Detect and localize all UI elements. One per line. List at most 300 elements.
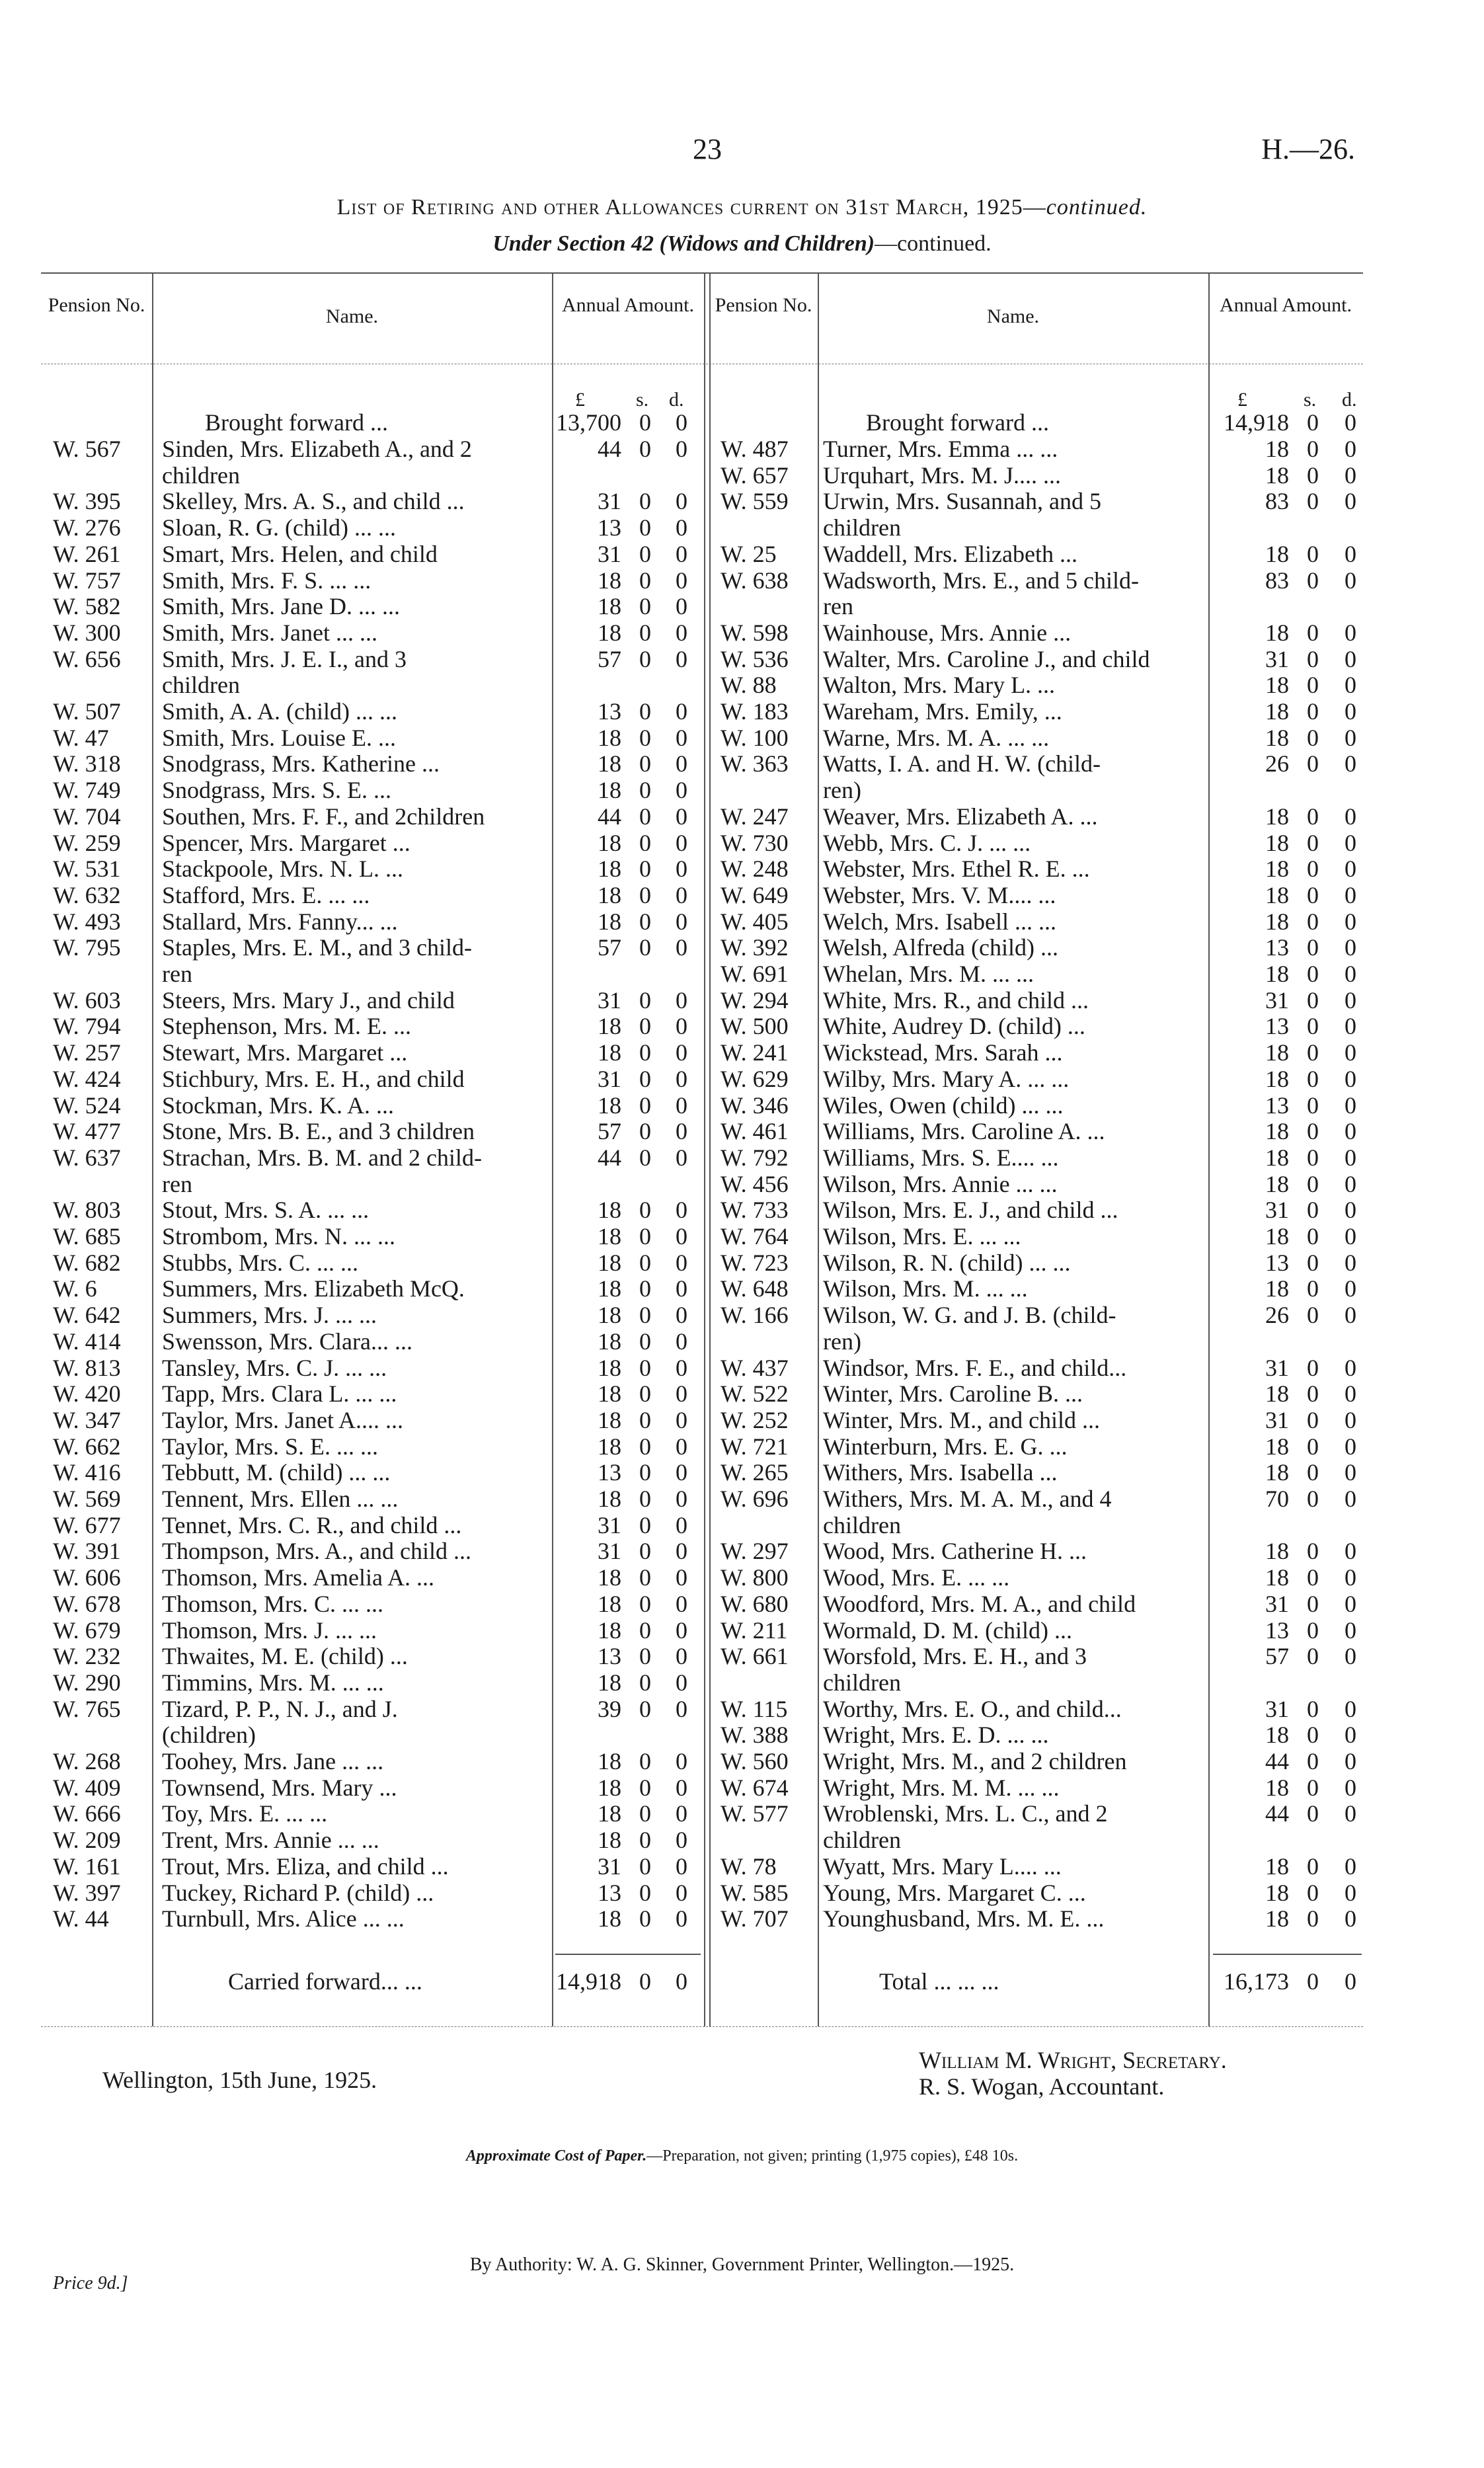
amount-pounds: 18 — [1265, 881, 1289, 908]
pensioner-name: ren — [162, 961, 192, 987]
table-row — [0, 1197, 1484, 1224]
pensioner-name: Wright, Mrs. E. D. ... ... — [823, 1722, 1049, 1749]
pensioner-name: Thompson, Mrs. A., and child ... — [162, 1538, 471, 1565]
table-row — [0, 1486, 1484, 1513]
amount-shillings: 0 — [639, 1669, 651, 1696]
pension-number: W. 569 — [53, 1486, 121, 1512]
cost-label: Approximate Cost of Paper. — [465, 2147, 647, 2165]
pension-number: W. 248 — [721, 856, 789, 883]
amount-shillings: 0 — [1307, 1748, 1319, 1774]
pension-number: W. 813 — [53, 1354, 121, 1381]
pension-number: W. 44 — [53, 1905, 109, 1932]
amount-pence: 0 — [1345, 1354, 1356, 1381]
amount-shillings: 0 — [639, 698, 651, 725]
pension-number: W. 598 — [721, 619, 789, 646]
amount-pence: 0 — [1345, 540, 1356, 567]
pensioner-name: Stichbury, Mrs. E. H., and child — [162, 1065, 465, 1092]
amount-pounds: 13 — [598, 698, 621, 725]
amount-pence: 0 — [676, 1302, 687, 1329]
pensioner-name: Thomson, Mrs. J. ... ... — [162, 1616, 377, 1644]
amount-pounds: 18 — [598, 1013, 621, 1040]
amount-pence: 0 — [676, 1905, 687, 1932]
printer-authority: By Authority: W. A. G. Skinner, Government Printer, Wellington.—1925. — [469, 2254, 1015, 2275]
amount-pence: 0 — [676, 1380, 687, 1408]
amount-shillings: 0 — [639, 908, 651, 935]
table-row-continuation — [0, 1329, 1484, 1355]
unit-pound-right: £ — [1237, 389, 1247, 411]
pensioner-name: Withers, Mrs. Isabella ... — [823, 1459, 1058, 1486]
amount-shillings: 0 — [1307, 961, 1319, 987]
amount-shillings: 0 — [639, 1433, 651, 1460]
table-row — [0, 1722, 1484, 1749]
amount-pence: 0 — [676, 750, 687, 777]
amount-pence: 0 — [1345, 1695, 1356, 1722]
table-row — [0, 1250, 1484, 1277]
amount-pounds: 83 — [1265, 488, 1289, 515]
cost-detail: —Preparation, not given; printing (1,975 copies), £48 10s. — [646, 2147, 1019, 2165]
amount-shillings: 0 — [639, 1197, 651, 1224]
amount-pence: 0 — [676, 1564, 687, 1591]
place-date: Wellington, 15th June, 1925. — [102, 2067, 377, 2093]
brought-forward-pounds: 13,700 — [556, 409, 621, 436]
pension-number: W. 637 — [53, 1144, 121, 1171]
subtitle-section: Under Section 42 (Widows and Children) — [492, 231, 875, 256]
amount-pence: 0 — [676, 934, 687, 961]
amount-pounds: 18 — [598, 1800, 621, 1827]
amount-pence: 0 — [676, 593, 687, 620]
brought-forward-right — [0, 410, 1484, 436]
sum-rule-left — [555, 1954, 701, 1955]
amount-pounds: 18 — [598, 1197, 621, 1224]
amount-pounds: 18 — [1265, 1564, 1289, 1591]
header-amount-left: Annual Amount. — [562, 294, 694, 316]
amount-pounds: 31 — [1265, 1197, 1289, 1224]
pensioner-name: Walton, Mrs. Mary L. ... — [823, 672, 1056, 699]
pension-number: W. 685 — [53, 1223, 121, 1250]
header-name-left: Name. — [325, 305, 379, 327]
amount-shillings: 0 — [1307, 1695, 1319, 1722]
amount-pounds: 18 — [598, 1748, 621, 1774]
amount-pence: 0 — [1345, 1564, 1356, 1591]
amount-pounds: 18 — [598, 1905, 621, 1932]
amount-shillings: 0 — [639, 1092, 651, 1119]
amount-shillings: 0 — [639, 514, 651, 541]
pension-number: W. 405 — [721, 908, 789, 935]
amount-pence: 0 — [676, 567, 687, 594]
pension-number: W. 241 — [721, 1039, 789, 1066]
amount-shillings: 0 — [639, 1459, 651, 1486]
amount-pounds: 18 — [1265, 1774, 1289, 1801]
amount-pence: 0 — [1345, 1197, 1356, 1224]
amount-pounds: 18 — [1265, 961, 1289, 987]
pensioner-name: children — [162, 672, 240, 699]
amount-pence: 0 — [1345, 1065, 1356, 1092]
pension-number: W. 577 — [721, 1800, 789, 1827]
amount-shillings: 0 — [1307, 1197, 1319, 1224]
pension-number: W. 582 — [53, 593, 121, 620]
amount-shillings: 0 — [1307, 1223, 1319, 1250]
brought-forward-label: Brought forward ... — [866, 409, 1049, 436]
pensioner-name: Wilson, Mrs. E. ... ... — [823, 1223, 1021, 1250]
amount-pounds: 18 — [598, 1380, 621, 1408]
pension-number: W. 500 — [721, 1013, 789, 1040]
amount-pence: 0 — [676, 1774, 687, 1801]
amount-shillings: 0 — [639, 1039, 651, 1066]
table-row — [0, 699, 1484, 725]
page-title — [0, 195, 1484, 220]
pension-number: W. 25 — [721, 540, 777, 567]
amount-shillings: 0 — [1307, 645, 1319, 672]
pension-number: W. 792 — [721, 1144, 789, 1171]
amount-pounds: 18 — [598, 1328, 621, 1355]
table-row — [0, 1066, 1484, 1093]
amount-pounds: 18 — [1265, 540, 1289, 567]
pension-number: W. 6 — [53, 1275, 97, 1302]
amount-pence: 0 — [1345, 1905, 1356, 1932]
pension-number: W. 531 — [53, 856, 121, 883]
amount-pounds: 31 — [1265, 1695, 1289, 1722]
table-row — [0, 568, 1484, 594]
table-row — [0, 988, 1484, 1014]
table-row-continuation — [0, 1670, 1484, 1696]
pensioner-name: Urwin, Mrs. Susannah, and 5 — [823, 488, 1101, 515]
table-row-continuation — [0, 515, 1484, 541]
amount-pence: 0 — [676, 1643, 687, 1670]
amount-pence: 0 — [676, 1459, 687, 1486]
amount-pence: 0 — [1345, 1433, 1356, 1460]
pensioner-name: Whelan, Mrs. M. ... ... — [823, 961, 1034, 987]
document-code: H.—26. — [1261, 133, 1355, 165]
table-row — [0, 1749, 1484, 1775]
amount-shillings: 0 — [639, 1748, 651, 1774]
amount-pounds: 18 — [598, 1275, 621, 1302]
pensioner-name: Smith, Mrs. Louise E. ... — [162, 724, 397, 751]
amount-pounds: 31 — [598, 488, 621, 515]
pension-number: W. 657 — [721, 461, 789, 489]
amount-pence: 0 — [1345, 724, 1356, 751]
amount-shillings: 0 — [1307, 1275, 1319, 1302]
amount-shillings: 0 — [639, 1852, 651, 1880]
pension-number: W. 662 — [53, 1433, 121, 1460]
amount-shillings: 0 — [639, 1013, 651, 1040]
pensioner-name: Winterburn, Mrs. E. G. ... — [823, 1433, 1068, 1460]
pension-number: W. 347 — [53, 1406, 121, 1433]
amount-pounds: 13 — [598, 514, 621, 541]
amount-shillings: 0 — [639, 1643, 651, 1670]
amount-shillings: 0 — [1307, 908, 1319, 935]
amount-pounds: 18 — [598, 1827, 621, 1854]
pensioner-name: Turner, Mrs. Emma ... ... — [823, 436, 1058, 462]
unit-pence-right: d. — [1342, 389, 1357, 411]
pension-number: W. 161 — [53, 1852, 121, 1880]
pensioner-name: Wright, Mrs. M. M. ... ... — [823, 1774, 1060, 1801]
amount-shillings: 0 — [1307, 750, 1319, 777]
amount-pence: 0 — [676, 1879, 687, 1906]
table-row — [0, 620, 1484, 647]
amount-shillings: 0 — [639, 1302, 651, 1329]
amount-pounds: 18 — [598, 1616, 621, 1644]
amount-pounds: 18 — [598, 829, 621, 856]
pensioner-name: Wyatt, Mrs. Mary L.... ... — [823, 1852, 1062, 1880]
pensioner-name: (children) — [162, 1722, 256, 1749]
amount-pence: 0 — [1345, 672, 1356, 699]
amount-pence: 0 — [676, 698, 687, 725]
total-pence: 0 — [1345, 1968, 1356, 1995]
amount-shillings: 0 — [639, 1511, 651, 1538]
amount-pence: 0 — [1345, 436, 1356, 462]
amount-shillings: 0 — [639, 1590, 651, 1617]
pension-number: W. 265 — [721, 1459, 789, 1486]
amount-pounds: 31 — [598, 1065, 621, 1092]
amount-shillings: 0 — [639, 829, 651, 856]
pensioner-name: Staples, Mrs. E. M., and 3 child- — [162, 934, 472, 961]
amount-pounds: 18 — [1265, 436, 1289, 462]
total-shillings: 0 — [1307, 1968, 1319, 1995]
pensioner-name: Wright, Mrs. M., and 2 children — [823, 1748, 1127, 1774]
pensioner-name: Wilson, Mrs. E. J., and child ... — [823, 1197, 1118, 1224]
amount-pounds: 57 — [598, 1118, 621, 1145]
amount-pounds: 18 — [598, 1406, 621, 1433]
pension-number: W. 268 — [53, 1748, 121, 1774]
table-row — [0, 856, 1484, 883]
amount-shillings: 0 — [1307, 1249, 1319, 1276]
pension-number: W. 424 — [53, 1065, 121, 1092]
amount-shillings: 0 — [1307, 1774, 1319, 1801]
amount-shillings: 0 — [639, 1564, 651, 1591]
pension-number: W. 392 — [721, 934, 789, 961]
pension-number: W. 297 — [721, 1538, 789, 1565]
table-row — [0, 935, 1484, 961]
pension-number: W. 115 — [721, 1695, 788, 1722]
pension-number: W. 209 — [53, 1827, 121, 1854]
amount-pounds: 57 — [598, 934, 621, 961]
amount-shillings: 0 — [639, 1328, 651, 1355]
pensioner-name: Stallard, Mrs. Fanny... ... — [162, 908, 398, 935]
pension-number: W. 648 — [721, 1275, 789, 1302]
pensioner-name: ren) — [823, 777, 861, 804]
amount-shillings: 0 — [1307, 1380, 1319, 1408]
pension-number: W. 682 — [53, 1249, 121, 1276]
pensioner-name: Welsh, Alfreda (child) ... — [823, 934, 1058, 961]
amount-shillings: 0 — [639, 986, 651, 1014]
table-row — [0, 1093, 1484, 1119]
table-row — [0, 1119, 1484, 1145]
amount-pence: 0 — [676, 1590, 687, 1617]
amount-pounds: 13 — [598, 1879, 621, 1906]
amount-shillings: 0 — [639, 1486, 651, 1512]
pension-number: W. 346 — [721, 1092, 789, 1119]
pension-number: W. 656 — [53, 645, 121, 672]
pensioner-name: Timmins, Mrs. M. ... ... — [162, 1669, 384, 1696]
amount-shillings: 0 — [1307, 488, 1319, 515]
amount-pence: 0 — [1345, 1302, 1356, 1329]
amount-pounds: 44 — [598, 1144, 621, 1171]
amount-shillings: 0 — [1307, 1905, 1319, 1932]
amount-pence: 0 — [676, 1486, 687, 1512]
pensioner-name: Webster, Mrs. Ethel R. E. ... — [823, 856, 1090, 883]
pension-number: W. 696 — [721, 1486, 789, 1512]
pensioner-name: White, Mrs. R., and child ... — [823, 986, 1089, 1014]
amount-shillings: 0 — [1307, 856, 1319, 883]
pensioner-name: Thomson, Mrs. C. ... ... — [162, 1590, 384, 1617]
pension-number: W. 388 — [721, 1722, 789, 1749]
pension-number: W. 259 — [53, 829, 121, 856]
amount-shillings: 0 — [639, 436, 651, 462]
amount-shillings: 0 — [639, 750, 651, 777]
amount-shillings: 0 — [1307, 1486, 1319, 1512]
pensioner-name: Wilson, Mrs. M. ... ... — [823, 1275, 1028, 1302]
amount-pence: 0 — [1345, 645, 1356, 672]
amount-pounds: 18 — [1265, 908, 1289, 935]
unit-pound-left: £ — [575, 389, 585, 411]
pensioner-name: Wilson, R. N. (child) ... ... — [823, 1249, 1071, 1276]
pensioner-name: Smith, Mrs. F. S. ... ... — [162, 567, 371, 594]
amount-pounds: 18 — [1265, 1065, 1289, 1092]
amount-pence: 0 — [676, 1827, 687, 1854]
table-row — [0, 436, 1484, 463]
amount-pence: 0 — [676, 1039, 687, 1066]
amount-shillings: 0 — [1307, 1092, 1319, 1119]
pensioner-name: Wilby, Mrs. Mary A. ... ... — [823, 1065, 1070, 1092]
pension-number: W. 420 — [53, 1380, 121, 1408]
amount-shillings: 0 — [1307, 1118, 1319, 1145]
pensioner-name: Townsend, Mrs. Mary ... — [162, 1774, 397, 1801]
amount-pounds: 18 — [598, 1249, 621, 1276]
amount-pounds: 31 — [598, 986, 621, 1014]
amount-shillings: 0 — [639, 1354, 651, 1381]
pension-number: W. 585 — [721, 1879, 789, 1906]
pensioner-name: Tansley, Mrs. C. J. ... ... — [162, 1354, 387, 1381]
pension-number: W. 261 — [53, 540, 121, 567]
pensioner-name: children — [823, 1827, 901, 1854]
amount-shillings: 0 — [639, 777, 651, 804]
amount-shillings: 0 — [1307, 672, 1319, 699]
amount-shillings: 0 — [639, 1774, 651, 1801]
carried-forward-pounds: 14,918 — [556, 1968, 621, 1995]
amount-pounds: 18 — [1265, 1170, 1289, 1197]
amount-pence: 0 — [1345, 908, 1356, 935]
amount-pence: 0 — [676, 803, 687, 830]
amount-pence: 0 — [676, 645, 687, 672]
title-main: List of Retiring and other Allowances current on 31st March, 1925— — [336, 195, 1046, 219]
table-row — [0, 883, 1484, 909]
amount-pounds: 18 — [598, 1433, 621, 1460]
table-row — [0, 1538, 1484, 1565]
pensioner-name: ren) — [823, 1328, 861, 1355]
pensioner-name: Wickstead, Mrs. Sarah ... — [823, 1039, 1063, 1066]
pensioner-name: Withers, Mrs. M. A. M., and 4 — [823, 1486, 1112, 1512]
pensioner-name: Wood, Mrs. Catherine H. ... — [823, 1538, 1087, 1565]
amount-pounds: 18 — [1265, 724, 1289, 751]
pensioner-name: Spencer, Mrs. Margaret ... — [162, 829, 410, 856]
pensioner-name: children — [823, 1669, 901, 1696]
pension-number: W. 232 — [53, 1643, 121, 1670]
pension-number: W. 642 — [53, 1302, 121, 1329]
amount-pence: 0 — [1345, 856, 1356, 883]
pension-number: W. 524 — [53, 1092, 121, 1119]
amount-pounds: 44 — [598, 803, 621, 830]
amount-shillings: 0 — [1307, 698, 1319, 725]
pension-number: W. 88 — [721, 672, 777, 699]
pensioner-name: Sinden, Mrs. Elizabeth A., and 2 — [162, 436, 472, 462]
amount-shillings: 0 — [639, 1827, 651, 1854]
amount-pence: 0 — [1345, 1800, 1356, 1827]
pensioner-name: Young, Mrs. Margaret C. ... — [823, 1879, 1086, 1906]
pension-number: W. 257 — [53, 1039, 121, 1066]
amount-pence: 0 — [1345, 1722, 1356, 1749]
table-row — [0, 1644, 1484, 1670]
brought-forward-pence: 0 — [676, 409, 687, 436]
amount-pounds: 83 — [1265, 567, 1289, 594]
amount-shillings: 0 — [639, 1249, 651, 1276]
sum-rule-right — [1213, 1954, 1362, 1955]
amount-pence: 0 — [676, 1223, 687, 1250]
pension-number: W. 666 — [53, 1800, 121, 1827]
amount-pounds: 18 — [598, 619, 621, 646]
amount-shillings: 0 — [1307, 1170, 1319, 1197]
amount-pounds: 26 — [1265, 1302, 1289, 1329]
carried-forward-shillings: 0 — [639, 1968, 651, 1995]
table-row — [0, 1434, 1484, 1460]
amount-pounds: 13 — [1265, 934, 1289, 961]
amount-pence: 0 — [676, 436, 687, 462]
pension-number: W. 629 — [721, 1065, 789, 1092]
table-row — [0, 489, 1484, 515]
amount-shillings: 0 — [639, 724, 651, 751]
pensioner-name: Younghusband, Mrs. M. E. ... — [823, 1905, 1105, 1932]
pension-number: W. 733 — [721, 1197, 789, 1224]
pensioner-name: Walter, Mrs. Caroline J., and child — [823, 645, 1150, 672]
header-name-right: Name. — [986, 305, 1040, 327]
amount-pounds: 18 — [598, 777, 621, 804]
table-row — [0, 830, 1484, 857]
amount-shillings: 0 — [639, 1118, 651, 1145]
pensioner-name: Windsor, Mrs. F. E., and child... — [823, 1354, 1127, 1381]
pensioner-name: Wadsworth, Mrs. E., and 5 child- — [823, 567, 1140, 594]
table-row — [0, 1381, 1484, 1408]
pension-number: W. 290 — [53, 1669, 121, 1696]
amount-pence: 0 — [676, 1616, 687, 1644]
amount-shillings: 0 — [639, 1695, 651, 1722]
pensioner-name: Winter, Mrs. Caroline B. ... — [823, 1380, 1083, 1408]
subtitle-continued: —continued. — [875, 231, 992, 256]
pensioner-name: Wainhouse, Mrs. Annie ... — [823, 619, 1072, 646]
amount-pounds: 31 — [1265, 1406, 1289, 1433]
pension-number: W. 757 — [53, 567, 121, 594]
brought-forward-pence: 0 — [1345, 409, 1356, 436]
pensioner-name: Stafford, Mrs. E. ... ... — [162, 881, 370, 908]
pensioner-name: Toohey, Mrs. Jane ... ... — [162, 1748, 384, 1774]
amount-shillings: 0 — [1307, 567, 1319, 594]
table-row — [0, 1408, 1484, 1434]
pension-number: W. 677 — [53, 1511, 121, 1538]
pensioner-name: Williams, Mrs. Caroline A. ... — [823, 1118, 1105, 1145]
amount-pence: 0 — [1345, 1380, 1356, 1408]
pensioner-name: Stubbs, Mrs. C. ... ... — [162, 1249, 359, 1276]
pensioner-name: Smart, Mrs. Helen, and child — [162, 540, 438, 567]
pensioner-name: Williams, Mrs. S. E.... ... — [823, 1144, 1059, 1171]
amount-shillings: 0 — [1307, 1722, 1319, 1749]
pensioner-name: Summers, Mrs. Elizabeth McQ. — [162, 1275, 465, 1302]
amount-pounds: 26 — [1265, 750, 1289, 777]
amount-pounds: 18 — [1265, 1905, 1289, 1932]
pension-number: W. 487 — [721, 436, 789, 462]
amount-pounds: 18 — [598, 908, 621, 935]
amount-pence: 0 — [1345, 1144, 1356, 1171]
unit-pence-left: d. — [669, 389, 684, 411]
amount-pence: 0 — [1345, 934, 1356, 961]
pensioner-name: Tizard, P. P., N. J., and J. — [162, 1695, 398, 1722]
